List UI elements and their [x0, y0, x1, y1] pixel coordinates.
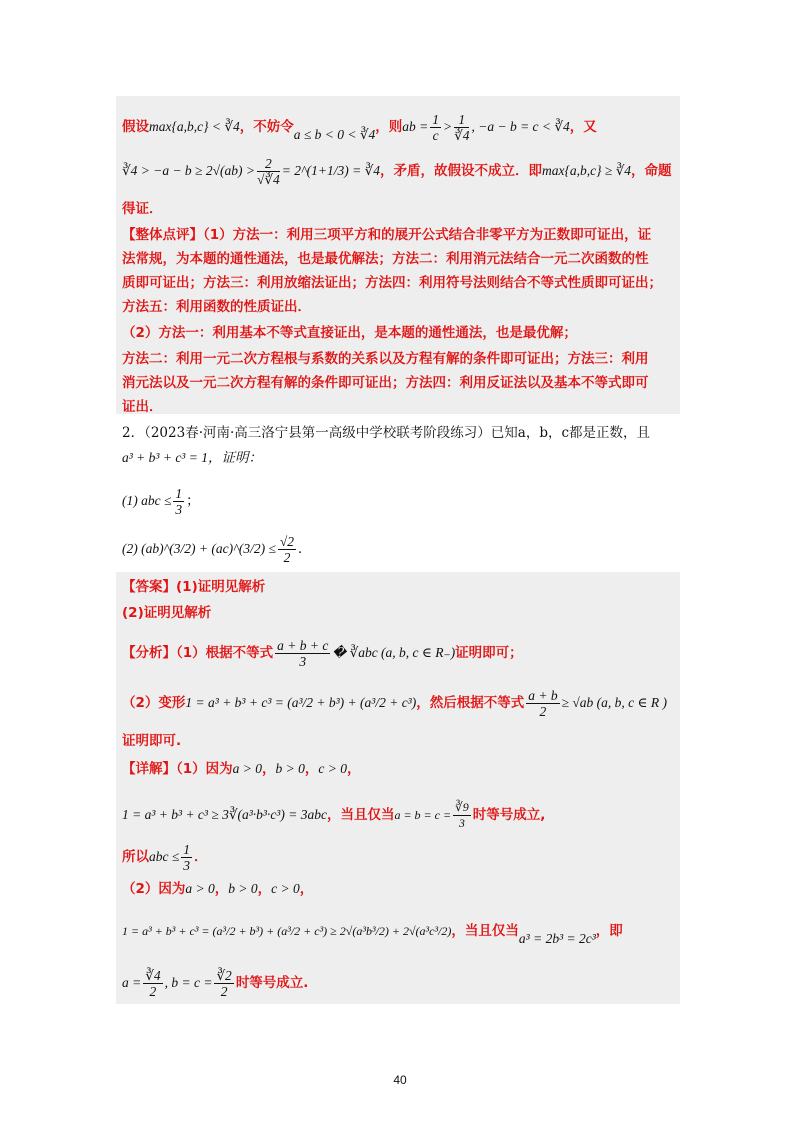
review-line-6: 方法二：利用一元二次方程根与系数的关系以及方程有解的条件即可证出；方法三：利用: [122, 351, 649, 367]
top-line-2: ∛4 > −a − b ≥ 2√(ab) > $\frac{2}{√∛4}$ = 2^(1+1/3) = ∛4，矛盾，故假设不成立．即max{a,b,c} ≥ ∛4，命题: [122, 156, 672, 187]
answer-line-1: 【答案】(1)证明见解析: [122, 579, 266, 595]
page-number: 40: [393, 1073, 407, 1087]
problem-part-2: (2) (ab)^(3/2) + (ac)^(3/2) ≤ $\frac{√2}{2}$ ．: [122, 534, 312, 565]
problem-line-2: a³ + b³ + c³ = 1，证明：: [122, 450, 262, 465]
problem-line-1: 2．（2023春·河南·高三洛宁县第一高级中学校联考阶段练习）已知a，b，c都是正数，且: [122, 425, 651, 441]
problem-part-1: (1) abc ≤ $\frac{1}{3}$ ；: [122, 486, 200, 517]
analysis-line-3: 证明即可.: [122, 733, 182, 749]
analysis-line-1: 【分析】（1）根据不等式 $\frac{a + b + c}{3}$ � ∛abc (a, b, c ∈ R₋)证明即可；: [122, 638, 523, 669]
detail-line-2: 1 = a³ + b³ + c³ ≥ 3∛(a³·b³·c³) = 3abc，当且仅当a = b = c = $\frac{∛9}{3}$ 时等号成立,: [122, 800, 546, 830]
review-line-8: 证出．: [122, 399, 163, 415]
review-line-7: 消元法以及一元二次方程有解的条件即可证出；方法四：利用反证法以及基本不等式即可: [122, 375, 649, 391]
detail-line-5: 1 = a³ + b³ + c³ = (a³/2 + b³) + (a³/2 + c³) ≥ 2√(a³b³/2) + 2√(a³c³/2)，当且仅当a³ = 2b³ = 2c³，即: [122, 923, 623, 946]
detail-line-3: 所以abc ≤ $\frac{1}{3}$ ．: [122, 842, 208, 873]
detail-line-4: （2）因为a > 0，b > 0，c > 0，: [122, 881, 314, 897]
review-line-2: 法常规，为本题的通性通法，也是最优解法；方法二：利用消元法结合一元二次函数的性: [122, 251, 649, 267]
top-line-3: 得证．: [122, 201, 163, 217]
review-line-3: 质即可证出；方法三：利用放缩法证出；方法四：利用符号法则结合不等式性质即可证出；: [122, 275, 662, 291]
review-line-5: （2）方法一：利用基本不等式直接证出，是本题的通性通法，也是最优解；: [122, 325, 577, 341]
analysis-line-2: （2）变形1 = a³ + b³ + c³ = (a³/2 + b³) + (a³/2 + c³)，然后根据不等式 $\frac{a + b}{2}$ ≥ √ab (a, b, c ∈ R ): [122, 688, 668, 719]
review-line-1: 【整体点评】（1）方法一：利用三项平方和的展开公式结合非零平方为正数即可证出，证: [122, 227, 652, 243]
detail-line-1: 【详解】（1）因为a > 0，b > 0，c > 0，: [122, 761, 361, 777]
detail-line-6: a = $\frac{∛4}{2}$ , b = c = $\frac{∛2}{2}$ 时等号成立.: [122, 968, 309, 999]
top-line-1: 假设max{a,b,c} < ∛4，不妨令a ≤ b < 0 < ∛4，则ab = $\frac{1}{c}$ > $\frac{1}{∛4}$ , −a − b = c < ∛4，又: [122, 112, 597, 143]
answer-line-2: (2)证明见解析: [122, 605, 212, 621]
review-line-4: 方法五：利用函数的性质证出．: [122, 299, 311, 315]
